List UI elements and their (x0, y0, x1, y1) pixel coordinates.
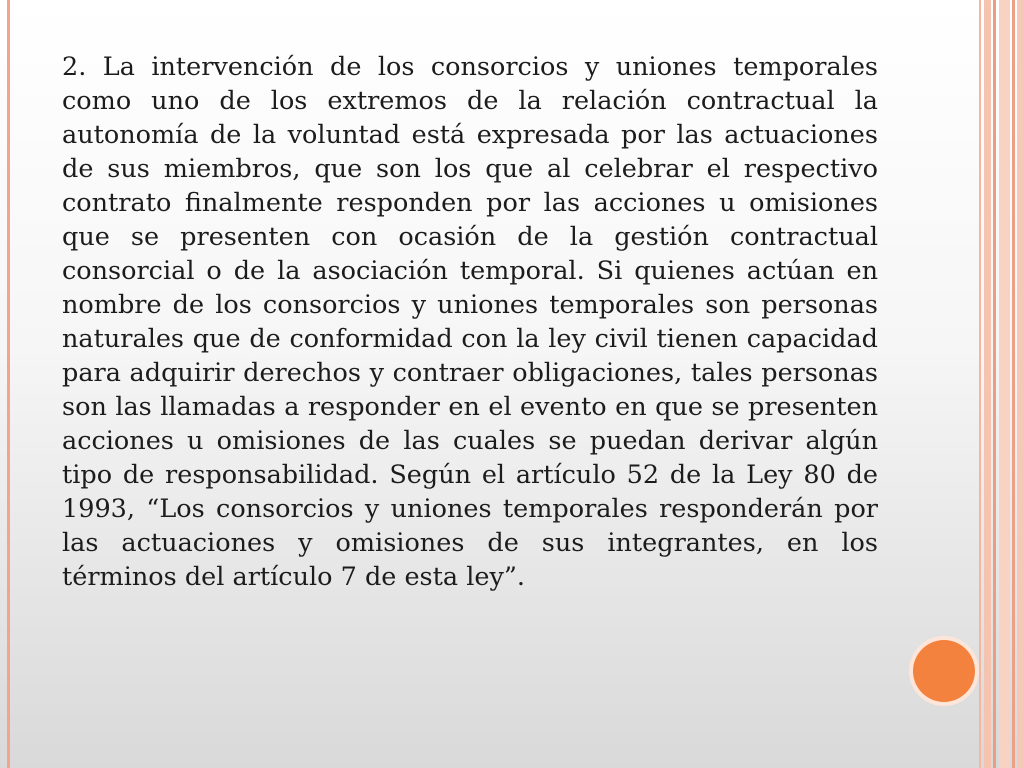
right-decorative-stripe (1017, 0, 1024, 768)
right-decorative-stripe (999, 0, 1010, 768)
left-decorative-rule (7, 0, 10, 768)
slide-body-paragraph: 2. La intervención de los consorcios y uniones temporales como uno de los extremos de la relación contractual la autonomía de la voluntad está expresada por las actuaciones de sus miembros, que son los que al celebrar el respectivo contrato finalmente responden por las acciones u omisiones que se presenten con ocasión de la gestión contractual consorcial o de la asociación temporal. Si quienes actúan en nombre de los consorcios y uniones temporales son personas naturales que de conformidad con la ley civil tienen capacidad para adquirir derechos y contraer obligaciones, tales personas son las llamadas a responder en el evento en que se presenten acciones u omisiones de las cuales se puedan derivar algún tipo de responsabilidad. Según el artículo 52 de la Ley 80 de 1993, “Los consorcios y uniones temporales responderán por las actuaciones y omisiones de sus integrantes, en los términos del artículo 7 de esta ley”. (62, 52, 878, 592)
right-decorative-stripe (1012, 0, 1015, 768)
orange-circle-decoration (913, 640, 975, 702)
right-decorative-stripe (993, 0, 996, 768)
right-decorative-stripe (979, 0, 981, 768)
right-decorative-stripe (984, 0, 991, 768)
